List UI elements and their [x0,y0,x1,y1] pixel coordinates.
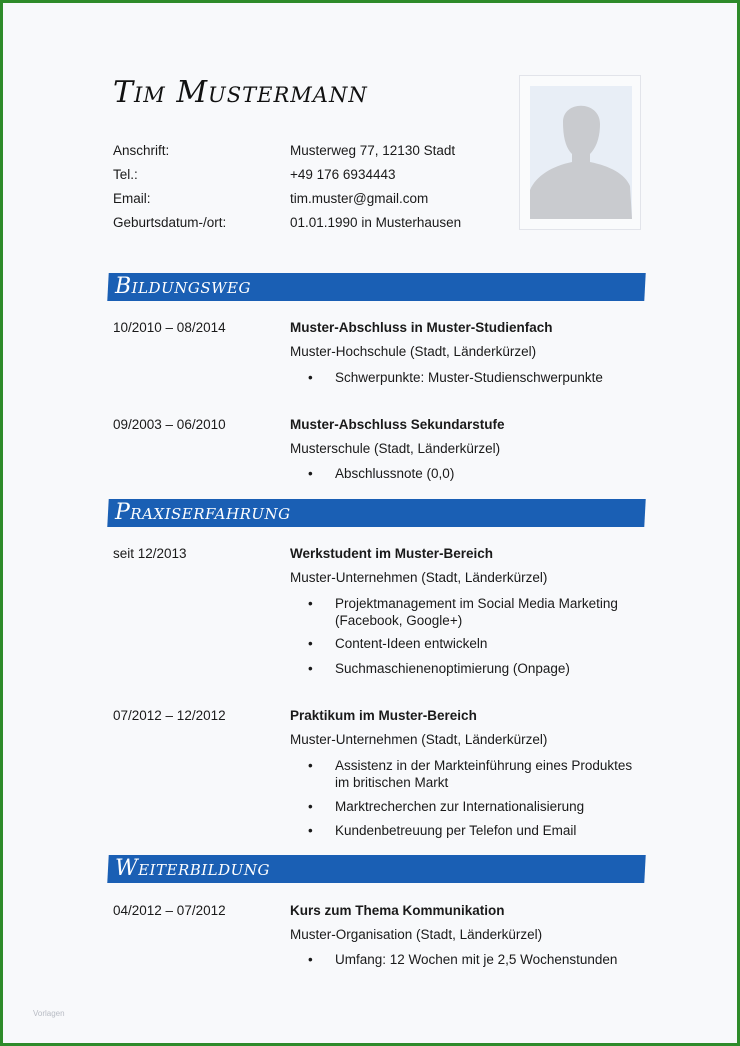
watermark: Vorlagen [33,1009,65,1018]
entry-institution: Muster-Unternehmen (Stadt, Länderkürzel) [290,570,548,585]
entry-date: 09/2003 – 06/2010 [113,417,226,432]
entry-bullet: • Marktrecherchen zur Internationalisierung [308,799,585,814]
entry-bullet: • Content-Ideen entwickeln [308,636,488,651]
entry-bullet: • Schwerpunkte: Muster-Studienschwerpunkte [308,370,603,385]
entry-title: Praktikum im Muster-Bereich [290,708,477,723]
entry-institution: Muster-Hochschule (Stadt, Länderkürzel) [290,344,537,359]
entry-bullet: • Abschlussnote (0,0) [308,466,455,481]
entry-institution: Musterschule (Stadt, Länderkürzel) [290,441,501,456]
info-value: tim.muster@gmail.com [290,191,429,206]
entry-date: 10/2010 – 08/2014 [113,320,226,335]
person-silhouette-icon [530,86,632,219]
entry-title: Werkstudent im Muster-Bereich [290,546,494,561]
entry-bullet: • Umfang: 12 Wochen mit je 2,5 Wochenstunden [308,952,618,967]
entry-institution: Muster-Organisation (Stadt, Länderkürzel) [290,927,543,942]
section-title-training: Weiterbildung [115,856,270,881]
entry-bullet: • Assistenz in der Markteinführung eines Produktes im britischen Markt [308,758,633,790]
info-value: +49 176 6934443 [290,167,396,182]
info-value: Musterweg 77, 12130 Stadt [290,143,456,158]
profile-photo [519,75,641,230]
entry-title: Muster-Abschluss in Muster-Studienfach [290,320,553,335]
applicant-name: Tim Mustermann [113,75,368,110]
entry-date: 07/2012 – 12/2012 [113,708,226,723]
entry-institution: Muster-Unternehmen (Stadt, Länderkürzel) [290,732,548,747]
info-label: Email: [113,191,151,206]
info-value: 01.01.1990 in Musterhausen [290,215,462,230]
info-label: Anschrift: [113,143,170,158]
entry-bullet: • Suchmaschienenoptimierung (Onpage) [308,661,570,676]
entry-date: seit 12/2013 [113,546,187,561]
section-title-education: Bildungsweg [115,274,251,299]
entry-bullet: • Kundenbetreuung per Telefon und Email [308,823,577,838]
info-label: Tel.: [113,167,138,182]
info-label: Geburtsdatum-/ort: [113,215,227,230]
entry-title: Kurs zum Thema Kommunikation [290,903,505,918]
entry-date: 04/2012 – 07/2012 [113,903,226,918]
entry-title: Muster-Abschluss Sekundarstufe [290,417,505,432]
section-title-experience: Praxiserfahrung [115,500,291,525]
entry-bullet: • Projektmanagement im Social Media Marketing (Facebook, Google+) [308,596,618,628]
